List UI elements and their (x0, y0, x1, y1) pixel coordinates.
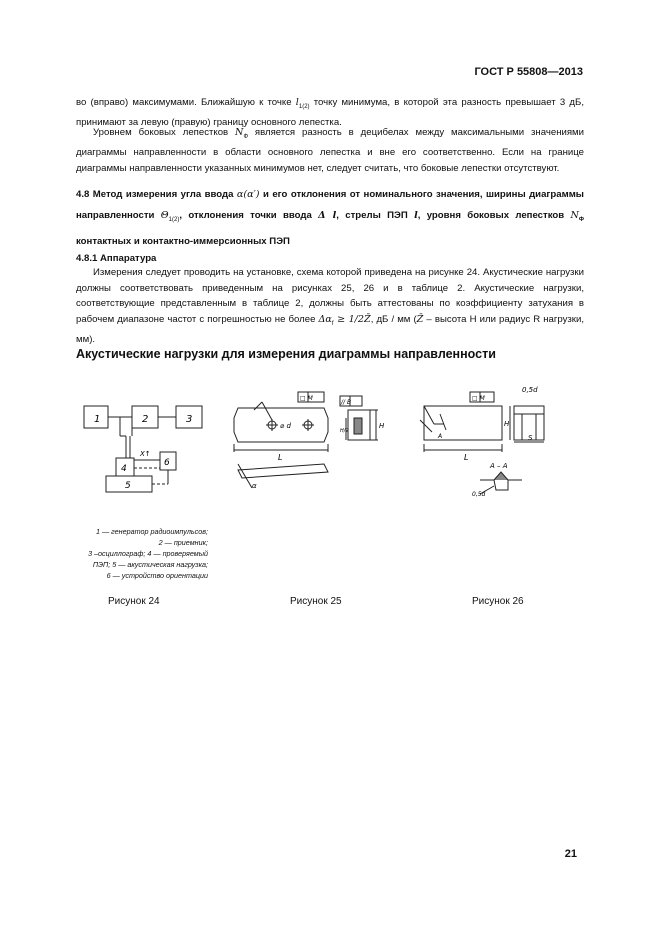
frame-label: □ М (300, 395, 313, 402)
symbol-l: l (295, 97, 299, 108)
section-4-8-1-heading: 4.8.1 Аппаратура (76, 253, 157, 264)
caption-figure-25: Рисунок 25 (290, 596, 342, 607)
label-5: 5 (125, 481, 131, 491)
label-h: H (379, 422, 385, 430)
page-number: 21 (564, 848, 577, 860)
document-code: ГОСТ Р 55808—2013 (474, 66, 583, 78)
symbol-n: N (235, 127, 244, 138)
label-s: S (528, 434, 533, 442)
label-4: 4 (121, 464, 127, 474)
text: Измерения следует проводить на установке, схема которой приведена на рисунке 24. Акустические нагрузки должны соответствовать приведенным на рисунках 25, 26 и в таблице 2. Акустические нагрузки, соответствующие представленным в таблице 2, должны быть аттестованы по коэффициенту затухания в рабочем диапазоне частот с погрешностью не более (76, 267, 584, 325)
section-a-a (480, 480, 522, 490)
legend-line: 6 — устройство ориентации (106, 571, 208, 580)
text: , дБ / мм ( (370, 313, 417, 325)
label-l: L (278, 453, 283, 462)
subscript: 1(2) (168, 216, 180, 223)
load-front-view (424, 406, 502, 440)
label-half-d: 0,5d (472, 491, 486, 498)
paragraph-apparatus (76, 265, 584, 347)
subscript: Ф (578, 216, 585, 223)
symbol-n: N (570, 210, 579, 221)
label-section-aa: А – А (490, 462, 508, 470)
label-half-h: H/2 (340, 428, 349, 434)
frame-label: // В (341, 399, 352, 406)
label-half-d: 0,5d (522, 386, 538, 394)
text: , стрелы ПЭП (336, 210, 415, 221)
label-d: ⌀ d (280, 422, 291, 430)
text: и его отклонения от номинального значения, ширины диаграммы направленности (76, 189, 584, 221)
figure-24-legend (58, 526, 208, 581)
text: , отклонения точки ввода (179, 210, 319, 221)
label-2: 2 (142, 414, 149, 425)
label-l: L (464, 453, 469, 462)
symbol-alpha: α(α′) (236, 189, 260, 200)
text: – высота H или радиус R нагрузки, мм). (76, 313, 585, 345)
label-alpha: α (252, 482, 257, 490)
load-side-view (238, 464, 328, 478)
symbol-delta-alpha: Δα (318, 313, 332, 325)
text: 4.8 Метод измерения угла ввода (76, 189, 237, 200)
text: во (вправо) максимумами. Ближайшую к точке (76, 97, 296, 108)
subscript: Ф (243, 133, 249, 140)
text: , уровня боковых лепестков (417, 210, 571, 221)
section-4-8-heading (76, 184, 584, 252)
subscript: 1(2) (298, 103, 310, 110)
symbol-theta: Θ (160, 210, 169, 221)
symbol-z: Z̄ (416, 313, 424, 325)
legend-line: 2 — приемник; (158, 538, 208, 547)
paragraph-side-lobes (76, 125, 584, 177)
figure-25-drawing (228, 380, 400, 500)
legend-line: 3 –осциллограф; 4 — проверяемый (88, 549, 208, 558)
label-3: 3 (186, 414, 193, 425)
figure-group-title: Акустические нагрузки для измерения диаграммы направленности (76, 347, 496, 361)
symbol-l: l (414, 210, 418, 221)
symbol-delta-l: Δ l (318, 210, 337, 221)
text: контактных и контактно-иммерсионных ПЭП (76, 235, 290, 247)
caption-figure-24: Рисунок 24 (108, 596, 160, 607)
legend-line: 1 — генератор радиоимпульсов; (95, 527, 208, 536)
text: является разность в децибелах между максимальными значениями диаграммы направленности в области основного лепестка и вне его соответственно. Если на границе диаграммы направленности указанных минимумов нет, следует считать, что боковые лепестки отсутствуют. (76, 127, 584, 174)
text: точку минимума, в которой эта разность превышает 3 дБ, принимают за левую (правую) границу основного лепестка. (76, 97, 584, 128)
symbol-ratio: ≥ 1/2 (333, 313, 365, 325)
legend-line: ПЭП; 5 — акустическая нагрузка; (92, 560, 208, 569)
label-1: 1 (94, 414, 101, 425)
caption-figure-26: Рисунок 26 (472, 596, 524, 607)
label-a: А (438, 433, 443, 440)
label-x-arrow: X↑ (140, 450, 151, 458)
text: Уровнем боковых лепестков (93, 127, 236, 138)
label-h: H (504, 420, 510, 428)
symbol-z: Z̄ (364, 313, 371, 325)
subscript: f (331, 320, 334, 327)
frame-label: □ М (472, 395, 485, 402)
figure-26-drawing (410, 380, 560, 500)
label-6: 6 (164, 458, 170, 468)
figure-24-diagram (80, 398, 210, 498)
